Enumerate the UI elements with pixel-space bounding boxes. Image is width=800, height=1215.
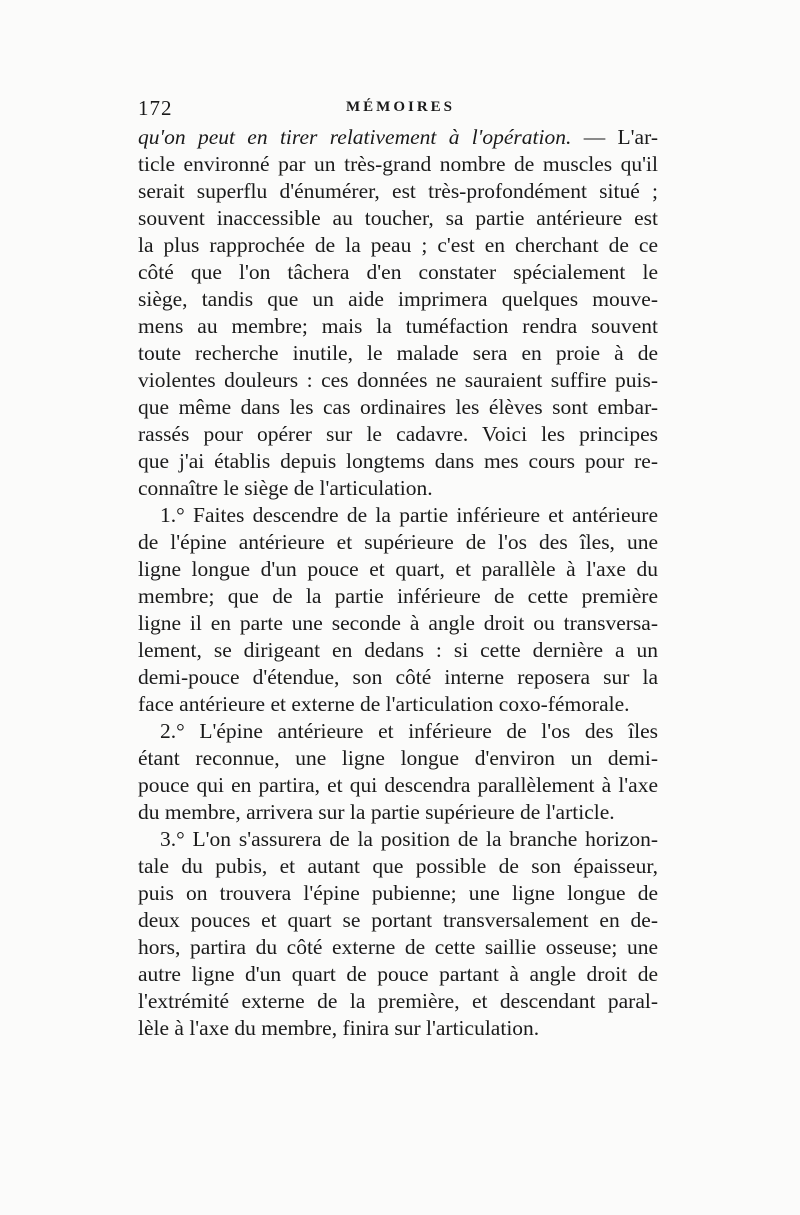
page-number: 172 xyxy=(138,96,173,120)
text-line: étant reconnue, une ligne longue d'environ un demi- xyxy=(138,746,658,770)
italic-phrase: qu'on peut en tirer relativement à l'opération. xyxy=(138,125,572,149)
text-line: que même dans les cas ordinaires les élèves sont embar- xyxy=(138,395,658,419)
text-line: serait superflu d'énumérer, est très-profondément situé ; xyxy=(138,179,658,203)
text-line: rassés pour opérer sur le cadavre. Voici les principes xyxy=(138,422,658,446)
paragraph xyxy=(138,124,658,502)
text-line: ligne longue d'un pouce et quart, et parallèle à l'axe du xyxy=(138,557,658,581)
text-line: lement, se dirigeant en dedans : si cette dernière a un xyxy=(138,638,658,662)
paragraph xyxy=(138,718,658,826)
text-line: 2.° L'épine antérieure et inférieure de l'os des îles xyxy=(160,719,658,743)
paragraph xyxy=(138,502,658,718)
text-line: la plus rapprochée de la peau ; c'est en cherchant de ce xyxy=(138,233,658,257)
text-line: de l'épine antérieure et supérieure de l'os des îles, une xyxy=(138,530,658,554)
text-line: 1.° Faites descendre de la partie inférieure et antérieure xyxy=(160,503,658,527)
text-line: violentes douleurs : ces données ne sauraient suffire puis- xyxy=(138,368,658,392)
text-line: 3.° L'on s'assurera de la position de la branche horizon- xyxy=(160,827,658,851)
text-line: demi-pouce d'étendue, son côté interne reposera sur la xyxy=(138,665,658,689)
text-line: face antérieure et externe de l'articulation coxo-fémorale. xyxy=(138,692,630,716)
text-line: toute recherche inutile, le malade sera en proie à de xyxy=(138,341,658,365)
text-line: mens au membre; mais la tuméfaction rendra souvent xyxy=(138,314,658,338)
text-line: tale du pubis, et autant que possible de son épaisseur, xyxy=(138,854,658,878)
paragraph xyxy=(138,826,658,1042)
text-line: l'extrémité externe de la première, et descendant paral- xyxy=(138,989,658,1013)
text-line: puis on trouvera l'épine pubienne; une ligne longue de xyxy=(138,881,658,905)
page-header xyxy=(138,96,678,124)
text-line: ligne il en parte une seconde à angle droit ou transversa- xyxy=(138,611,658,635)
text-line: autre ligne d'un quart de pouce partant à angle droit de xyxy=(138,962,658,986)
text-line xyxy=(138,124,658,151)
running-head: MÉMOIRES xyxy=(346,99,456,115)
text-line: ticle environné par un très-grand nombre de muscles qu'il xyxy=(138,152,658,176)
text-line: siège, tandis que un aide imprimera quelques mouve- xyxy=(138,287,658,311)
text-line: deux pouces et quart se portant transversalement en de- xyxy=(138,908,658,932)
text-line: connaître le siège de l'articulation. xyxy=(138,476,433,500)
text-line: hors, partira du côté externe de cette saillie osseuse; une xyxy=(138,935,658,959)
text-line: que j'ai établis depuis longtems dans mes cours pour re- xyxy=(138,449,658,473)
text-line: côté que l'on tâchera d'en constater spécialement le xyxy=(138,260,658,284)
line-rest: — L'ar- xyxy=(571,125,658,149)
text-line: membre; que de la partie inférieure de cette première xyxy=(138,584,658,608)
body-text xyxy=(138,124,658,1042)
text-line: pouce qui en partira, et qui descendra parallèlement à l'axe xyxy=(138,773,658,797)
text-line: du membre, arrivera sur la partie supérieure de l'article. xyxy=(138,800,615,824)
text-line: souvent inaccessible au toucher, sa partie antérieure est xyxy=(138,206,658,230)
text-line: lèle à l'axe du membre, finira sur l'articulation. xyxy=(138,1016,540,1040)
